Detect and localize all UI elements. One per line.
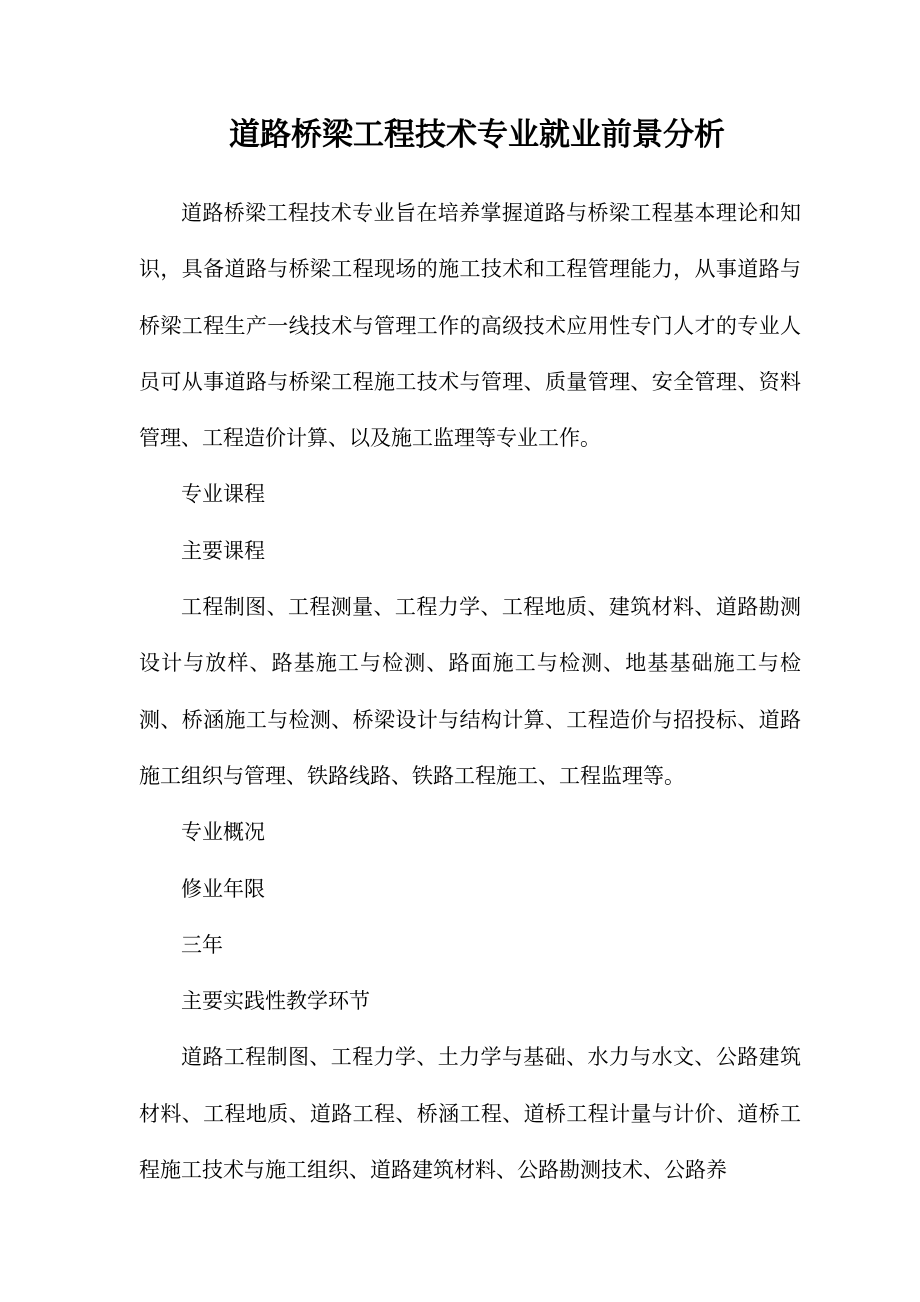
paragraph-heading-duration: 修业年限 (181, 876, 265, 901)
paragraph-duration-value: 三年 (181, 932, 223, 957)
paragraph-heading-overview: 专业概况 (181, 820, 265, 845)
paragraph-intro: 道路桥梁工程技术专业旨在培养掌握道路与桥梁工程基本理论和知识，具备道路与桥梁工程现场的施工技术和工程管理能力，从事道路与桥梁工程生产一线技术与管理工作的高级技术应用性专门人才的专业人员可从事道路与桥梁工程施工技术与管理、质量管理、安全管理、资料管理、工程造价计算、以及施工监理等专业工作。 (139, 201, 801, 451)
paragraph-heading-practice: 主要实践性教学环节 (181, 989, 370, 1014)
document-title: 道路桥梁工程技术专业就业前景分析 (229, 117, 725, 153)
paragraph-practice-list: 道路工程制图、工程力学、土力学与基础、水力与水文、公路建筑材料、工程地质、道路工程、桥涵工程、道桥工程计量与计价、道桥工程施工技术与施工组织、道路建筑材料、公路勘测技术、公路养 (139, 1045, 801, 1183)
document-body (139, 185, 801, 1198)
paragraph-heading-main-courses: 主要课程 (181, 538, 265, 563)
paragraph-course-list: 工程制图、工程测量、工程力学、工程地质、建筑材料、道路勘测设计与放样、路基施工与检测、路面施工与检测、地基基础施工与检测、桥涵施工与检测、桥梁设计与结构计算、工程造价与招投标、道路施工组织与管理、铁路线路、铁路工程施工、工程监理等。 (139, 595, 801, 788)
paragraph-heading-courses: 专业课程 (181, 482, 265, 507)
